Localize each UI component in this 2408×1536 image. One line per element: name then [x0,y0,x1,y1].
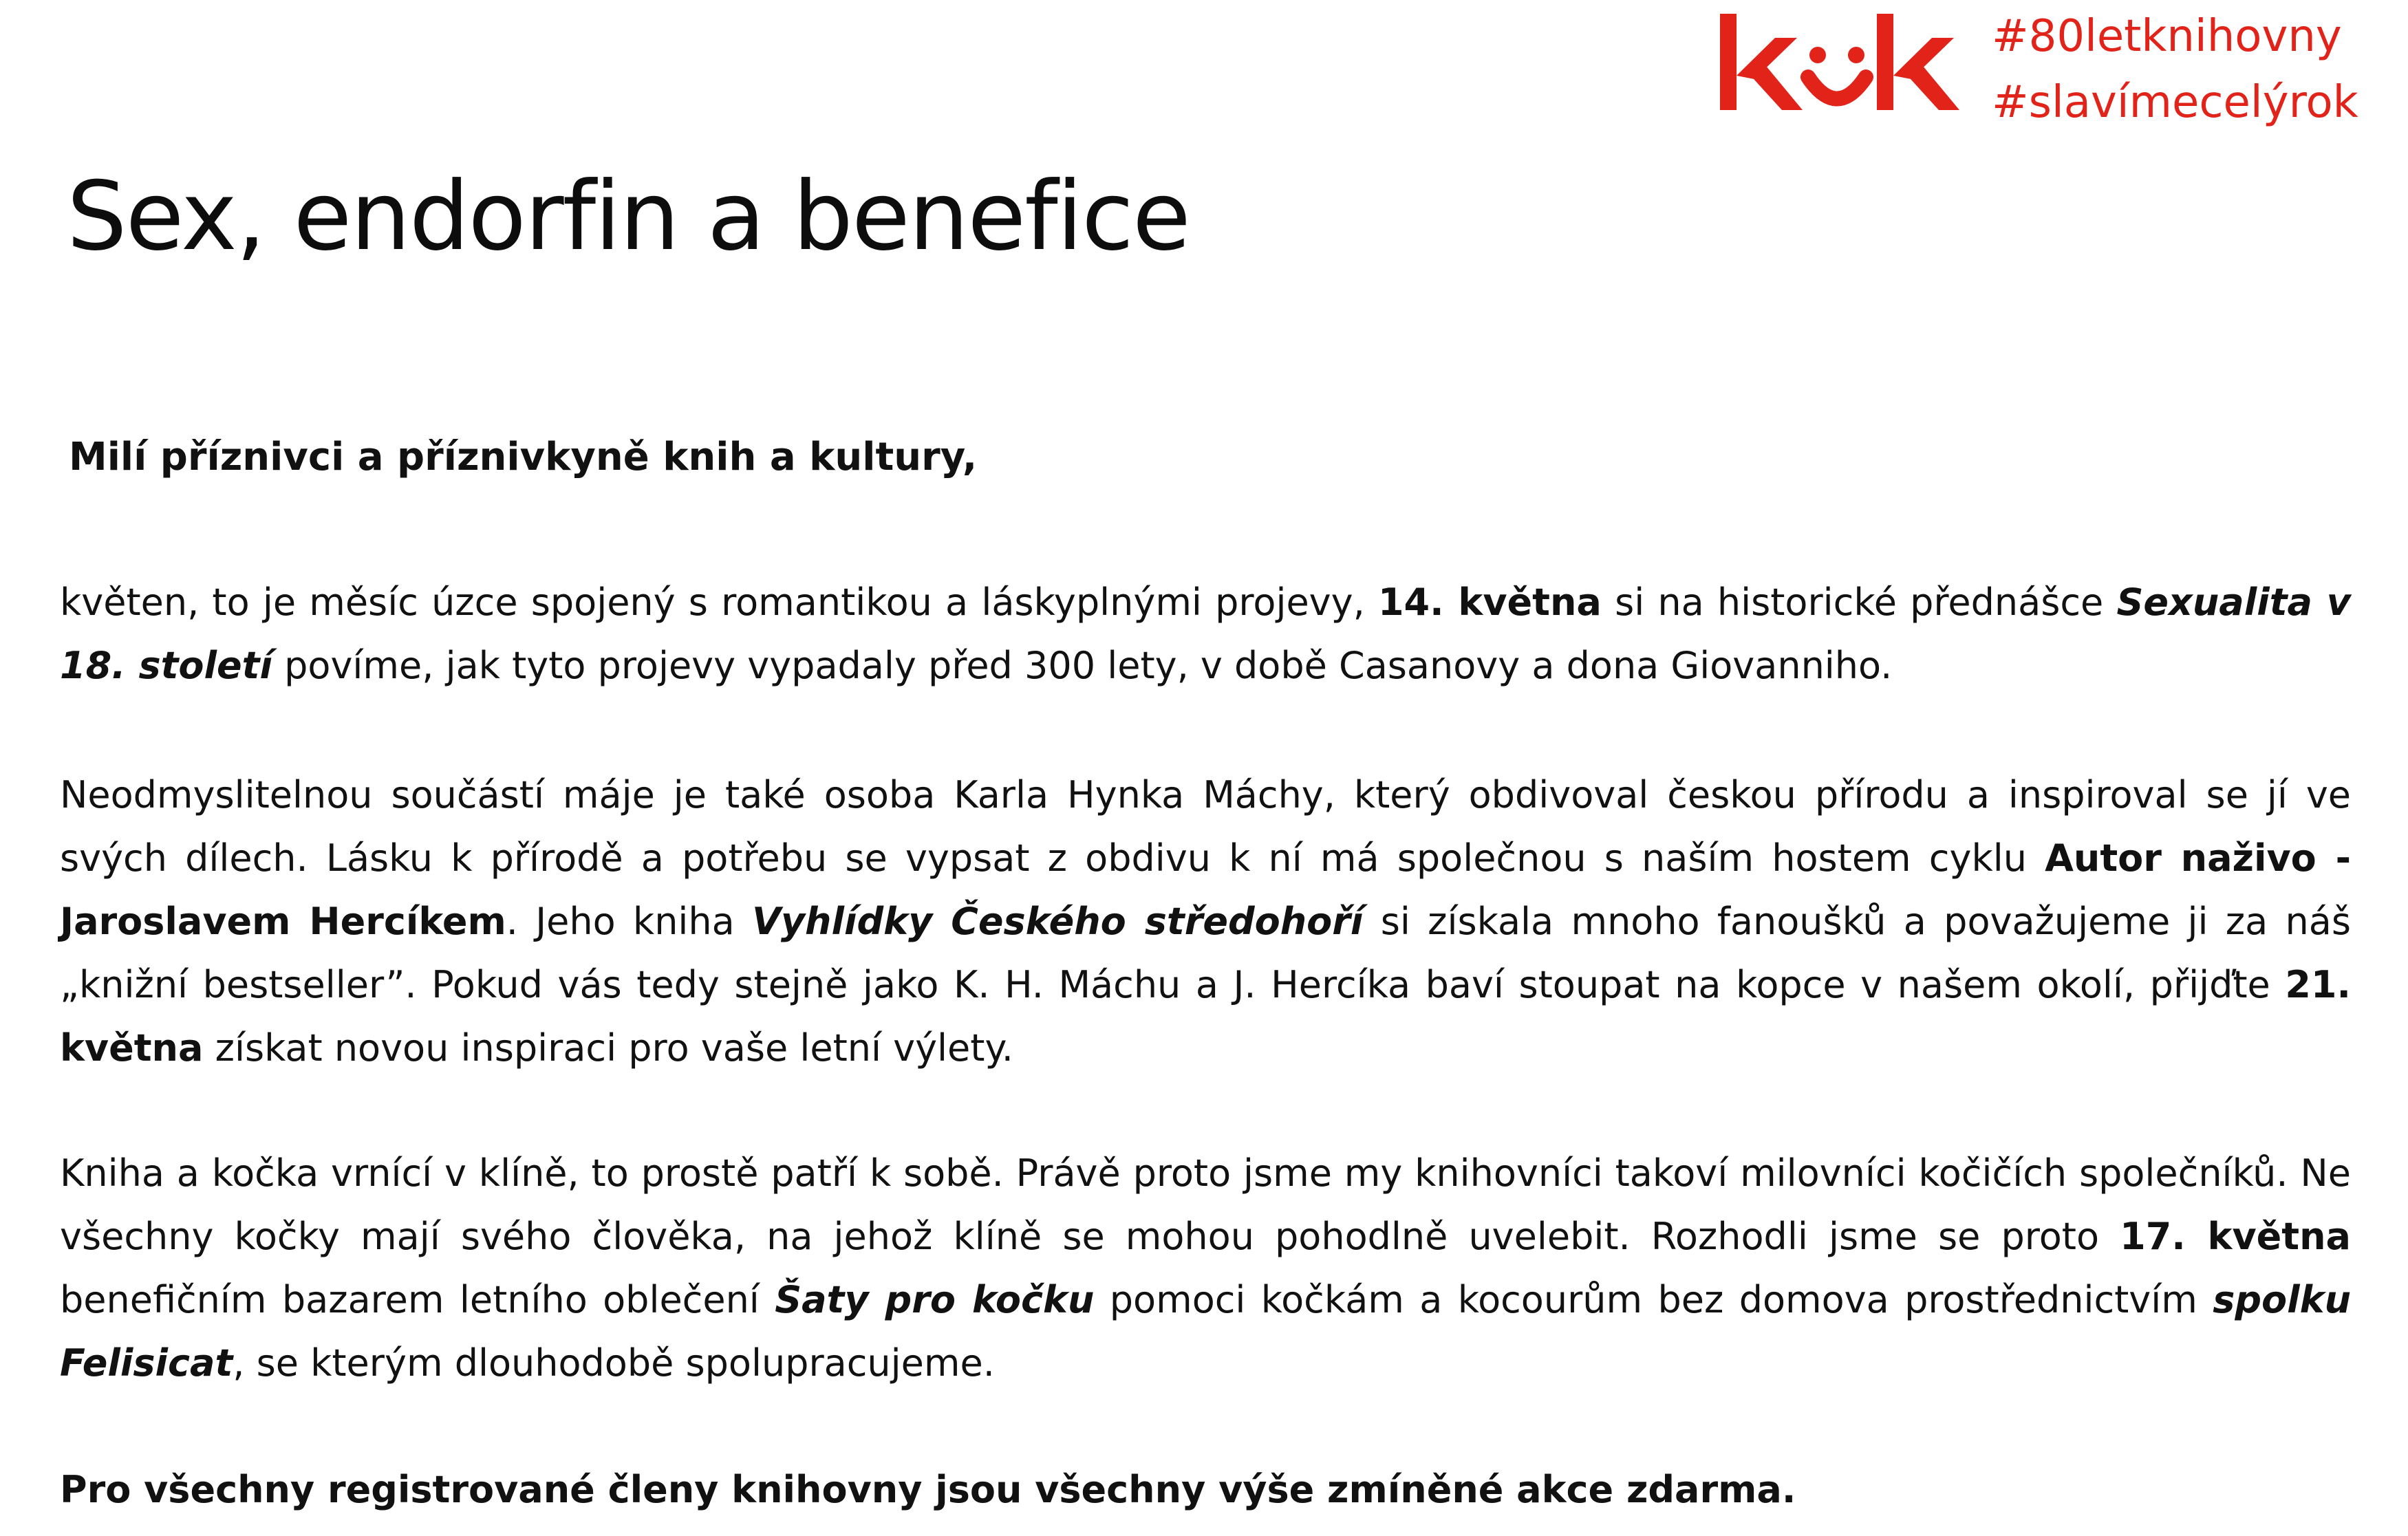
text-run: . Jeho kniha [506,900,753,943]
date-highlight: 21. května [60,963,2351,1070]
paragraph-author-live [60,764,2351,1080]
kuk-logo [1720,0,1968,138]
text-run: pomoci kočkám a kocourům bez domova prostřednictvím [1094,1278,2213,1321]
text-run: povíme, jak tyto projevy vypadaly před 300 lety, v době Casanovy a dona Giovanniho. [272,644,1893,687]
text-run: získat novou inspiraci pro vaše letní výlety. [203,1026,1013,1070]
text-run: benefičním bazarem letního oblečení [60,1278,775,1321]
date-highlight: 17. května [2120,1215,2351,1258]
date-highlight: 14. května [1377,581,1602,624]
paragraph-sexuality-lecture [60,571,2351,697]
event-title: Šaty pro kočku [775,1278,1095,1321]
event-series: Autor naživo - Jaroslavem Hercíkem [60,836,2351,943]
text-run: květen, to je měsíc úzce spojený s romantikou a láskyplnými projevy, [60,581,1378,624]
text-run: si získala mnoho fanoušků a považujeme ji za náš „knižní bestseller”. Pokud vás tedy stejně jako K. H. Máchu a J. Hercíka baví stoupat na kopce v našem okolí, přijďte [60,900,2352,1006]
text-run: Kniha a kočka vrnící v klíně, to prostě patří k sobě. Právě proto jsme my knihovníci takoví milovníci kočičích společníků. Ne všechny kočky mají svého člověka, na jehož klíně se mohou pohodlně uvelebit. Rozhodli jsme se proto [60,1151,2351,1258]
text-run: , se kterým dlouhodobě spolupracujeme. [233,1341,995,1385]
hashtags [1992,3,2358,136]
text-run: Neodmyslitelnou součástí máje je také osoba Karla Hynka Máchy, který obdivoval českou přírodu a inspiroval se jí ve svých dílech. Lásku k přírodě a potřebu se vypsat z obdivu k ní má společnou s naším hostem cyklu [60,773,2351,880]
event-title: Sexualita v 18. století [60,581,2351,687]
hashtag-80-years: #80letknihovny [1992,11,2342,62]
text-run: si na historické přednášce [1601,581,2117,624]
greeting: Milí příznivci a příznivkyně knih a kultury, [69,435,978,479]
book-title: Vyhlídky Českého středohoří [752,900,1364,943]
page-title: Sex, endorfin a benefice [67,161,1190,272]
hashtag-celebrate-year: #slavímecelýrok [1992,77,2358,128]
paragraph-cat-charity [60,1142,2351,1395]
closing-note: Pro všechny registrované členy knihovny jsou všechny výše zmíněné akce zdarma. [60,1468,1796,1511]
organization-name: spolku Felisicat [60,1278,2352,1385]
